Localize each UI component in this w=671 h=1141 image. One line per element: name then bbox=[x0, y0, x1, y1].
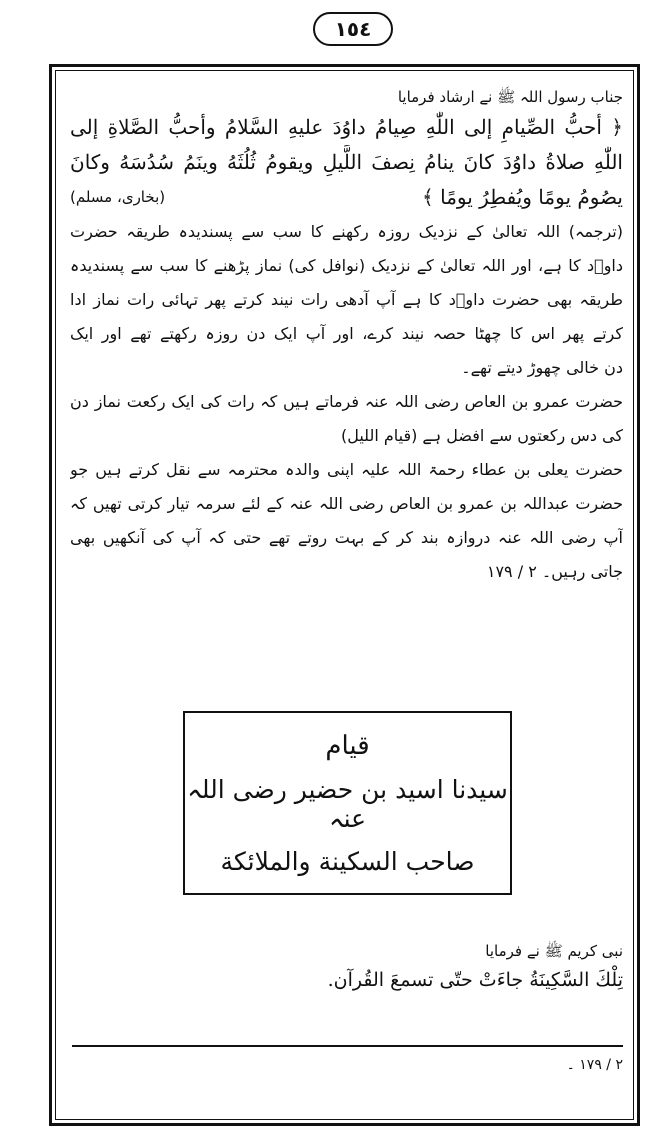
hadith-arabic-line-2: اللّٰهِ صلاةُ داوُدَ كانَ ينامُ نِصفَ اللَّيلِ ويقومُ ثُلُثَهُ وينَمُ سُدُسَهُ وكانَ bbox=[70, 150, 623, 174]
narration-line-1: حضرت عمرو بن العاص رضی اللہ عنہ فرماتے ہیں کہ رات کی ایک رکعت نماز دن bbox=[70, 392, 623, 411]
translation-line-4: کرتے پھر اس کا چھٹا حصہ نیند کرے، اور آپ ایک دن روزہ رکھتے تھے اور ایک bbox=[70, 324, 623, 343]
narration-line-6: جاتی رہیں۔ ۲ / ۱۷۹ bbox=[486, 562, 623, 581]
narration-line-5: آپ رضی اللہ عنہ دروازہ بند کر کے بہت روتے تھے حتی کہ آپ کی آنکھیں بھی bbox=[70, 528, 623, 547]
hadith-intro: جناب رسول اللہ ﷺ نے ارشاد فرمایا bbox=[397, 88, 623, 106]
narration-line-3: حضرت یعلی بن عطاء رحمۃ اللہ علیہ اپنی والدہ محترمہ سے نقل کرتے ہیں جو bbox=[70, 460, 623, 479]
page-number-badge bbox=[313, 12, 393, 46]
footnote-divider bbox=[72, 1045, 623, 1047]
narration-line-2: کی دس رکعتوں سے افضل ہے (قیام اللیل) bbox=[340, 426, 623, 445]
translation-line-3: طریقہ بھی حضرت داوؑد کا ہے آپ آدھی رات نیند کرتے پھر تہائی رات نماز ادا bbox=[70, 290, 623, 309]
chapter-subject-epithet: صاحب السكينة والملائكة bbox=[220, 847, 475, 876]
translation-line-2: داوؑد کا ہے، اور اللہ تعالیٰ کے نزدیک (نوافل کی) نماز پڑھنے کا سب سے پسندیدہ bbox=[70, 256, 623, 275]
hadith-reference: (بخاری، مسلم) bbox=[70, 188, 166, 206]
hadith-arabic-line-3-text: يصُومُ يومًا ويُفطِرُ يومًا ﴾ bbox=[422, 185, 623, 209]
hadith-arabic-line-3 bbox=[70, 180, 623, 215]
chapter-subject-name: سیدنا اسید بن حضیر رضی اللہ عنہ bbox=[187, 775, 508, 833]
prophet-saying-intro: نبی کریم ﷺ نے فرمایا bbox=[485, 942, 623, 960]
prophet-saying bbox=[70, 938, 623, 996]
translation-line-1: (ترجمہ) اللہ تعالیٰ کے نزدیک روزہ رکھنے کا سب سے پسندیدہ طریقہ حضرت bbox=[70, 222, 623, 241]
main-text bbox=[70, 84, 623, 589]
chapter-title-box bbox=[183, 711, 512, 895]
chapter-title: قیام bbox=[325, 731, 370, 761]
footnote: ۲ / ۱۷۹ ۔ bbox=[566, 1057, 623, 1073]
narration-line-4: حضرت عبداللہ بن عمرو بن العاص رضی اللہ عنہ کے لئے سرمہ تیار کرتی تھیں کہ bbox=[70, 494, 623, 513]
page-number: ١٥٤ bbox=[334, 17, 372, 41]
prophet-saying-arabic: تِلْكَ السَّكِينَةُ جاءَتْ حتّى تسمعَ القُرآن. bbox=[327, 969, 623, 991]
hadith-arabic-line-1: ﴿ أحبُّ الصِّيامِ إلى اللّٰهِ صِيامُ داوُدَ عليهِ السَّلامُ وأحبُّ الصَّلاةِ إلى bbox=[70, 115, 623, 139]
translation-line-5: دن خالی چھوڑ دیتے تھے۔ bbox=[461, 358, 623, 377]
